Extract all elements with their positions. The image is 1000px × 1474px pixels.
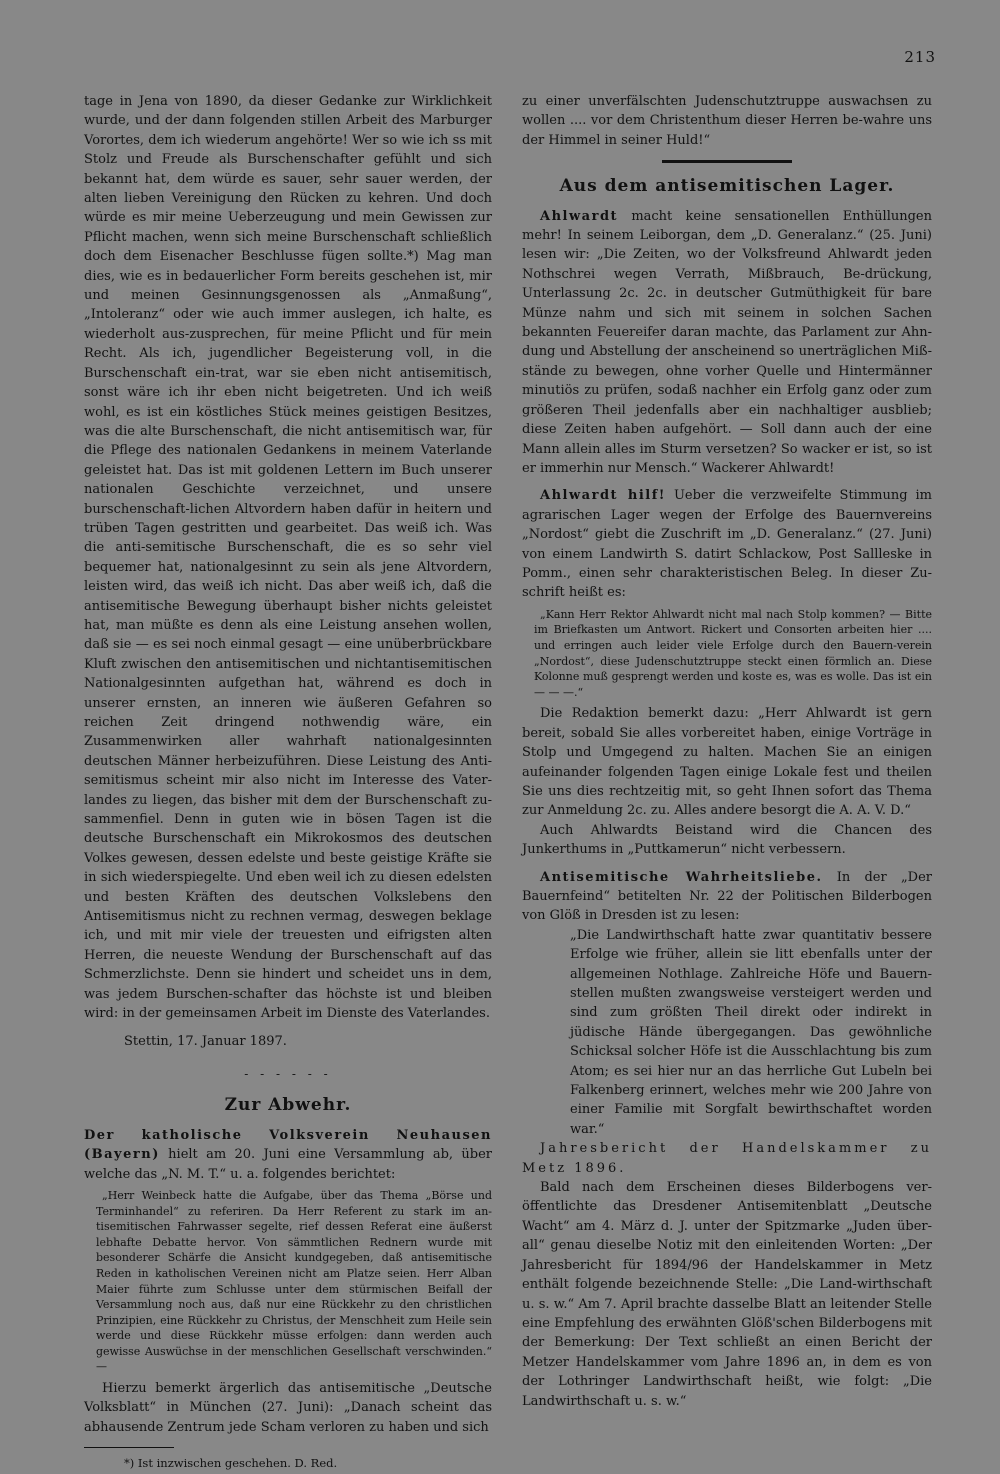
quoted-block: „Herr Weinbeck hatte die Aufgabe, über das Thema „Börse und Terminhandel“ zu referiren. Da Herr Referent zu stark im an-tisemitischen Fahrwasser segelte, rief dessen Referat eine äußerst lebhafte Debatte hervor. Von sämmtlichen Rednern wurde mit besonderer Schärfe die Ansicht kundgegeben, daß antisemitische Reden in katholischen Vereinen nicht am Platze seien. Herr Alban Maier führte zum Schlusse unter dem stürmischen Beifall der Versammlung noch aus, daß nur eine Rückkehr zu den christlichen Prinzipien, eine Rückkehr zu Christus, der Menschheit zum Heile sein werde und diese Rückkehr müsse erfolgen: dann werden auch gewisse Auswüchse in der menschlichen Gesellschaft verschwinden.“ —: [96, 1188, 492, 1374]
paragraph: [522, 207, 932, 479]
paragraph-text: Ueber die verzweifelte Stimmung im agrarischen Lager wegen der Erfolge des Bauernvereins „Nordost“ giebt die Zuschrift im „D. Generalanz.“ (27. Juni) von einem Landwirth S. datirt Schlackow, Post Sallleske in Pomm., einen sehr charakteristischen Beleg. In dieser Zu-schrift heißt es:: [522, 488, 932, 601]
footnote-rule: [84, 1447, 174, 1448]
section-rule: [662, 160, 792, 163]
quote-source: Jahresbericht der Handelskammer zu Metz 1896.: [522, 1141, 932, 1176]
footnote: *) Ist inzwischen geschehen. D. Red.: [124, 1456, 338, 1471]
section-title: Zur Abwehr.: [224, 1095, 352, 1116]
paragraph-text: hielt am 20. Juni eine Versammlung ab, über welche das „N. M. T.“ u. a. folgendes berichtet:: [84, 1147, 492, 1182]
sub-heading: Der katholische Volksverein Neuhausen (Bayern): [84, 1127, 492, 1163]
left-column: [84, 92, 492, 1474]
quoted-block: „Kann Herr Rektor Ahlwardt nicht mal nach Stolp kommen? — Bitte im Briefkasten um Antwort. Rickert und Consorten arbeiten hier .... und erringen auch leider viele Erfolge durch den Bauern-verein „Nordost“, diese Judenschutztruppe steckt einen förmlich an. Diese Kolonne muß gesprengt werden und koste es, was es wolle. Das ist ein — — —.“: [534, 607, 932, 699]
separator-dashes: - - - - - -: [244, 1066, 332, 1081]
paragraph: Bald nach dem Erscheinen dieses Bilderbogens ver-öffentlichte das Dresdener Antisemitenblatt „Deutsche Wacht“ am 4. März d. J. unter der Spitzmarke „Juden über-all“ genau dieselbe Notiz mit den einleitenden Worten: „Der Jahresbericht für 1894/96 der Handelskammer in Metz enthält folgende bezeichnende Stelle: „Die Land-wirthschaft u. s. w.“ Am 7. April brachte dasselbe Blatt an leitender Stelle eine Empfehlung des erwähnten Glöß'schen Bilderbogens mit der Bemerkung: Der Text schließt an einen Bericht der Metzer Handelskammer vom Jahre 1896 an, in dem es von der Lothringer Landwirthschaft heißt, wie folgt: „Die Landwirthschaft u. s. w.“: [522, 1180, 932, 1409]
paragraph: zu einer unverfälschten Judenschutztruppe auswachsen zu wollen .... vor dem Christenthum dieser Herren be-wahre uns der Himmel in seiner Huld!“: [522, 94, 932, 148]
dateline: Stettin, 17. Januar 1897.: [124, 1033, 287, 1049]
paragraph: [522, 486, 932, 602]
paragraph-text: In der „Der Bauernfeind“ betitelten Nr. 22 der Politischen Bilderbogen von Glöß in Dresden ist zu lesen:: [522, 869, 933, 924]
paragraph: Die Redaktion bemerkt dazu: „Herr Ahlwardt ist gern bereit, sobald Sie alles vorbereitet haben, einige Vorträge in Stolp und Umgegend zu halten. Machen Sie an einigen aufeinander folgenden Tagen einige Lokale fest und theilen Sie uns dies rechtzeitig mit, so geht Ihnen sofort das Thema zur Anmeldung 2c. zu. Alles andere besorgt die A. A. V. D.“: [522, 706, 932, 819]
paragraph: [84, 1126, 492, 1184]
page-number: 213: [904, 48, 936, 66]
paragraph-text: macht keine sensationellen Enthüllungen mehr! In seinem Leiborgan, dem „D. Generalanz.“ (25. Juni) lesen wir: „Die Zeiten, wo der Volksfreund Ahlwardt jeden Nothschrei wegen Verrath, Mißbrauch, Be-drückung, Unterlassung 2c. 2c. in deutscher Gutmüthigkeit für bare Münze nahm und sich mit seinem in solchen Sachen bekannten Feuereifer daran machte, das Parlament zur Ahn-dung und Abstellung der anscheinend so unerträglichen Miß-stände zu bewegen, ohne vorher Quelle und Hintermänner minutiös zu prüfen, sodaß nachher ein Erfolg ganz oder zum größeren Theil jedenfalls aber ein nachhaltiger ausblieb; diese Zeiten haben aufgehört. — Soll dann auch der eine Mann allein alles im Sturm versetzen? So wacker er ist, so ist er immerhin nur Mensch.“ Wackerer Ahlwardt!: [522, 208, 932, 476]
paragraph: tage in Jena von 1890, da dieser Gedanke zur Wirklichkeit wurde, und der dann folgenden stillen Arbeit des Marburger Vorortes, dem ich wiederum angehörte! Wer so wie ich ss mit Stolz und Freude als Burschenschafter gefühlt und sich bekannt hat, dem würde es sauer, sehr sauer werden, der alten lieben Vereinigung den Rücken zu kehren. Und doch würde es mir meine Ueberzeugung und mein Gewissen zur Pflicht machen, wenn sich meine Burschenschaft schließlich doch dem Eisenacher Beschlusse fügen sollte.*) Mag man dies, wie es in bedauerlicher Form bereits geschehen ist, mir und meinen Gesinnungsgenossen als „Anmaßung“, „Intoleranz“ oder wie auch immer auslegen, ich halte, es wiederholt aus-zusprechen, für meine Pflicht und für mein Recht. Als ich, jugendlicher Begeisterung voll, in die Burschenschaft ein-trat, war sie eben nicht antisemitisch, sonst wäre ich ihr eben nicht beigetreten. Und ich weiß wohl, es ist ein köstliches Stück meines geistigen Besitzes, was die alte Burschenschaft, die nicht antisemitisch war, für die Pflege des nationalen Gedankens in meinem Vaterlande geleistet hat. Das ist mit goldenen Lettern im Buch unserer nationalen Geschichte verzeichnet, und unsere burschenschaft-lichen Altvordern haben dafür in heitern und trüben Tagen gestritten und gearbeitet. Das weiß ich. Was die anti-semitische Burschenschaft, die es so sehr viel bequemer hat, nationalgesinnt zu sein als jene Altvordern, leisten wird, das weiß ich nicht. Das aber weiß ich, daß die antisemitische Bewegung überhaupt bisher nichts geleistet hat, man müßte es denn als eine Leistung ansehen wollen, daß sie — es sei noch einmal gesagt — eine unüberbrückbare Kluft zwischen den antisemitischen und nichtantisemitischen Nationalgesinnten aufgethan hat, während es doch in unserer ernsten, an inneren wie äußeren Gefahren so reichen Zeit dringend nothwendig wäre, ein Zusammenwirken aller wahrhaft nationalgesinnten deutschen Männer herbeizuführen. Diese Leistung des Anti-semitismus scheint mir also nicht im Interesse des Vater-landes zu liegen, das bisher mit dem der Burschenschaft zu-sammenfiel. Denn in guten wie in bösen Tagen ist die deutsche Burschenschaft ein Mikrokosmos des deutschen Volkes gewesen, dessen edelste und beste geistige Kräfte sie in sich wiederspiegelte. Und eben weil ich zu diesen edelsten und besten Kräften des deutschen Volkslebens den Antisemitismus nicht zu rechnen vermag, deswegen beklage ich, und mit mir viele der treuesten und eifrigsten alten Herren, die neueste Wendung der Burschenschaft auf das Schmerzlichste. Denn sie hindert und scheidet uns in dem, was jedem Burschen-schafter das höchste ist und bleiben wird: in der gemeinsamen Arbeit im Dienste des Vaterlandes.: [84, 94, 492, 1022]
sub-heading: Ahlwardt: [540, 208, 619, 224]
paragraph: Hierzu bemerkt ärgerlich das antisemitische „Deutsche Volksblatt“ in München (27. Juni): „Danach scheint das abhausende Zentrum jede Scham verloren zu haben und sich: [84, 1381, 492, 1435]
paragraph: [522, 868, 932, 926]
right-column: [522, 92, 932, 1411]
sub-heading: Ahlwardt hilf!: [540, 488, 667, 504]
section-title: Aus dem antisemitischen Lager.: [559, 176, 895, 197]
quoted-block: „Die Landwirthschaft hatte zwar quantitativ bessere Erfolge wie früher, allein sie litt ebenfalls unter der allgemeinen Nothlage. Zahlreiche Höfe und Bauern-stellen mußten zwangsweise versteigert werden und sind zum größten Theil direkt oder indirekt in jüdische Hände übergegangen. Das gewöhnliche Schicksal solcher Höfe ist die Ausschlachtung bis zum Atom; es sei hier nur an das herrliche Gut Lubeln bei Falkenberg erinnert, welches mehr wie 200 Jahre von einer Familie mit Sorgfalt bewirthschaftet worden war.“: [570, 927, 932, 1137]
paragraph: Auch Ahlwardts Beistand wird die Chancen des Junkerthums in „Puttkamerun“ nicht verbessern.: [522, 822, 932, 858]
sub-heading: Antisemitische Wahrheitsliebe.: [540, 869, 823, 885]
